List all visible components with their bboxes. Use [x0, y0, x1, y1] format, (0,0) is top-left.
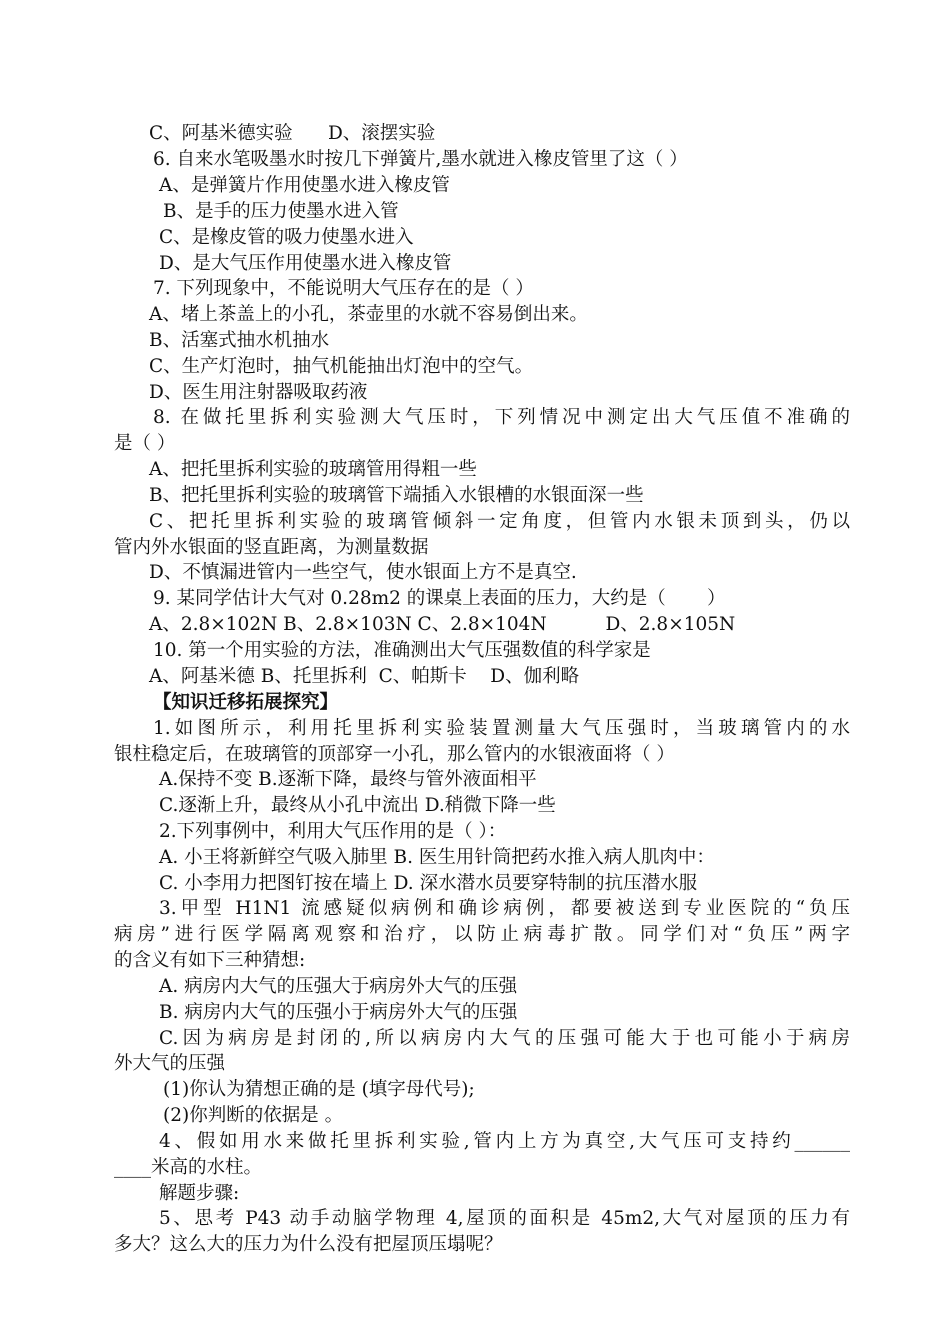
question-10: 10. 第一个用实验的方法，准确测出大气压强数值的科学家是 — [153, 640, 651, 661]
option-line: D、不慎漏进管内一些空气，使水银面上方不是真空. — [149, 562, 577, 583]
option-line: A、是弹簧片作用使墨水进入橡皮管 — [159, 175, 450, 196]
option-line: A.保持不变 B.逐渐下降，最终与管外液面相平 — [159, 769, 537, 790]
option-line: A. 病房内大气的压强大于病房外大气的压强 — [159, 976, 518, 997]
option-line: C. 小李用力把图钉按在墙上 D. 深水潜水员要穿特制的抗压潜水服 — [159, 873, 698, 894]
option-line: A. 小王将新鲜空气吸入肺里 B. 医生用针筒把药水推入病人肌肉中： — [159, 847, 715, 868]
extension-question-1: 1.如图所示，利用托里拆利实验装置测量大气压强时，当玻璃管内的水 — [153, 718, 850, 739]
option-line-cont: 管内外水银面的竖直距离，为测量数据 — [114, 537, 429, 558]
extension-question-3-cont: 病房”进行医学隔离观察和治疗，以防止病毒扩散。同学们对“负压”两字 — [114, 924, 850, 945]
option-line: D、是大气压作用使墨水进入橡皮管 — [159, 253, 452, 274]
option-line: B、活塞式抽水机抽水 — [149, 330, 330, 351]
option-line: C、生产灯泡时，抽气机能抽出灯泡中的空气。 — [149, 356, 534, 377]
sub-question: (2)你判断的依据是 。 — [163, 1105, 344, 1126]
extension-question-2: 2.下列事例中，利用大气压作用的是（ ）： — [159, 821, 507, 842]
option-line: B. 病房内大气的压强小于病房外大气的压强 — [159, 1002, 518, 1023]
option-line: A、堵上茶盖上的小孔，茶壶里的水就不容易倒出来。 — [149, 304, 588, 325]
question-9: 9. 某同学估计大气对 0.28m2 的课桌上表面的压力，大约是（ ） — [153, 588, 726, 609]
extension-question-3: 3.甲型 H1N1 流感疑似病例和确诊病例，都要被送到专业医院的“负压 — [159, 898, 850, 919]
option-line: A、把托里拆利实验的玻璃管用得粗一些 — [149, 459, 477, 480]
option-line: D、医生用注射器吸取药液 — [149, 382, 368, 403]
extension-question-5: 5、思考 P43 动手动脑学物理 4,屋顶的面积是 45m2,大气对屋顶的压力有 — [159, 1208, 850, 1229]
option-line: A、阿基米德 B、托里拆利 C、帕斯卡 D、伽利略 — [149, 666, 580, 687]
extension-question-5-cont: 多大？这么大的压力为什么没有把屋顶压塌呢？ — [114, 1234, 503, 1255]
sub-question: (1)你认为猜想正确的是 (填字母代号); — [163, 1079, 475, 1100]
option-line: C、是橡皮管的吸力使墨水进入 — [159, 227, 414, 248]
question-8: 8. 在做托里拆利实验测大气压时，下列情况中测定出大气压值不准确的 — [153, 407, 850, 428]
option-line: B、是手的压力使墨水进入管 — [163, 201, 399, 222]
extension-question-3-cont: 的含义有如下三种猜想: — [114, 950, 306, 971]
solution-steps-label: 解题步骤: — [159, 1183, 240, 1204]
option-line: C、阿基米德实验 D、滚摆实验 — [149, 123, 436, 144]
extension-question-4: 4、假如用水来做托里拆利实验,管内上方为真空,大气压可支持约______ — [159, 1131, 850, 1152]
section-heading: 【知识迁移拓展探究】 — [153, 692, 339, 713]
extension-question-1-cont: 银柱稳定后，在玻璃管的顶部穿一小孔，那么管内的水银液面将（ ） — [114, 744, 675, 765]
option-line: A、2.8×102N B、2.8×103N C、2.8×104N D、2.8×105N — [149, 614, 736, 635]
question-7: 7. 下列现象中，不能说明大气压存在的是（ ） — [153, 278, 534, 299]
question-8-cont: 是（ ） — [114, 433, 176, 454]
option-line-cont: 外大气的压强 — [114, 1053, 226, 1074]
option-line: C.逐渐上升，最终从小孔中流出 D.稍微下降一些 — [159, 795, 556, 816]
option-line: B、把托里拆利实验的玻璃管下端插入水银槽的水银面深一些 — [149, 485, 644, 506]
option-line: C.因为病房是封闭的,所以病房内大气的压强可能大于也可能小于病房 — [159, 1028, 850, 1049]
question-6: 6. 自来水笔吸墨水时按几下弹簧片,墨水就进入橡皮管里了这（ ） — [153, 149, 688, 170]
option-line: C、把托里拆利实验的玻璃管倾斜一定角度，但管内水银未顶到头，仍以 — [149, 511, 850, 532]
extension-question-4-cont: ____米高的水柱。 — [114, 1157, 263, 1178]
